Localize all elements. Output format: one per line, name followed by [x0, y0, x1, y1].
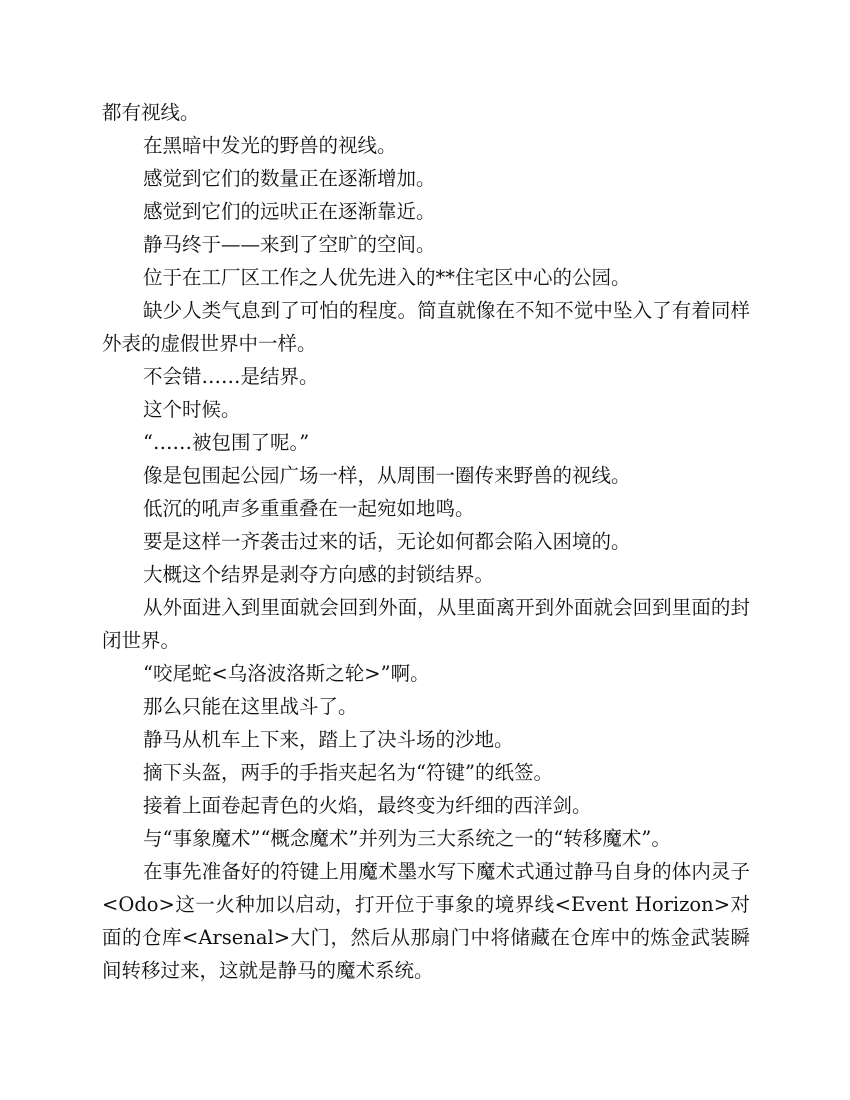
- paragraph: 与“事象魔术”“概念魔术”并列为三大系统之一的“转移魔术”。: [143, 827, 671, 850]
- paragraph: 这个时候。: [143, 398, 241, 421]
- paragraph: “……被包围了呢。”: [143, 431, 310, 454]
- paragraph: 大概这个结界是剥夺方向感的封锁结界。: [143, 563, 495, 586]
- paragraph: 感觉到它们的数量正在逐渐增加。: [143, 167, 436, 190]
- paragraph: 不会错……是结界。: [143, 365, 319, 388]
- paragraph: 在事先准备好的符键上用魔术墨水写下魔术式通过静马自身的体内灵子<Odo>这一火种加以启动，打开位于事象的境界线<Event Horizon>对面的仓库<Arsenal>大门，然后从那扇门中将储藏在仓库中的炼金武装瞬间转移过来，这就是静马的魔术系统。: [102, 860, 750, 982]
- paragraph: “咬尾蛇<乌洛波洛斯之轮>”啊。: [143, 662, 430, 685]
- paragraph: 那么只能在这里战斗了。: [143, 695, 358, 718]
- paragraph: 都有视线。: [102, 101, 200, 124]
- paragraph: 感觉到它们的远吠正在逐渐靠近。: [143, 200, 436, 223]
- paragraph: 缺少人类气息到了可怕的程度。简直就像在不知不觉中坠入了有着同样外表的虚假世界中一样。: [102, 299, 750, 355]
- paragraph: 静马终于——来到了空旷的空间。: [143, 233, 436, 256]
- paragraph: 摘下头盔，两手的手指夹起名为“符键”的纸签。: [143, 761, 553, 784]
- paragraph: 接着上面卷起青色的火焰，最终变为纤细的西洋剑。: [143, 794, 592, 817]
- paragraph: 位于在工厂区工作之人优先进入的**住宅区中心的公园。: [143, 266, 631, 289]
- paragraph: 从外面进入到里面就会回到外面，从里面离开到外面就会回到里面的封闭世界。: [102, 596, 750, 652]
- paragraph: 像是包围起公园广场一样，从周围一圈传来野兽的视线。: [143, 464, 631, 487]
- paragraph: 要是这样一齐袭击过来的话，无论如何都会陷入困境的。: [143, 530, 631, 553]
- document-page: [102, 96, 750, 987]
- paragraph: 静马从机车上下来，踏上了决斗场的沙地。: [143, 728, 514, 751]
- paragraph: 低沉的吼声多重重叠在一起宛如地鸣。: [143, 497, 475, 520]
- paragraph: 在黑暗中发光的野兽的视线。: [143, 134, 397, 157]
